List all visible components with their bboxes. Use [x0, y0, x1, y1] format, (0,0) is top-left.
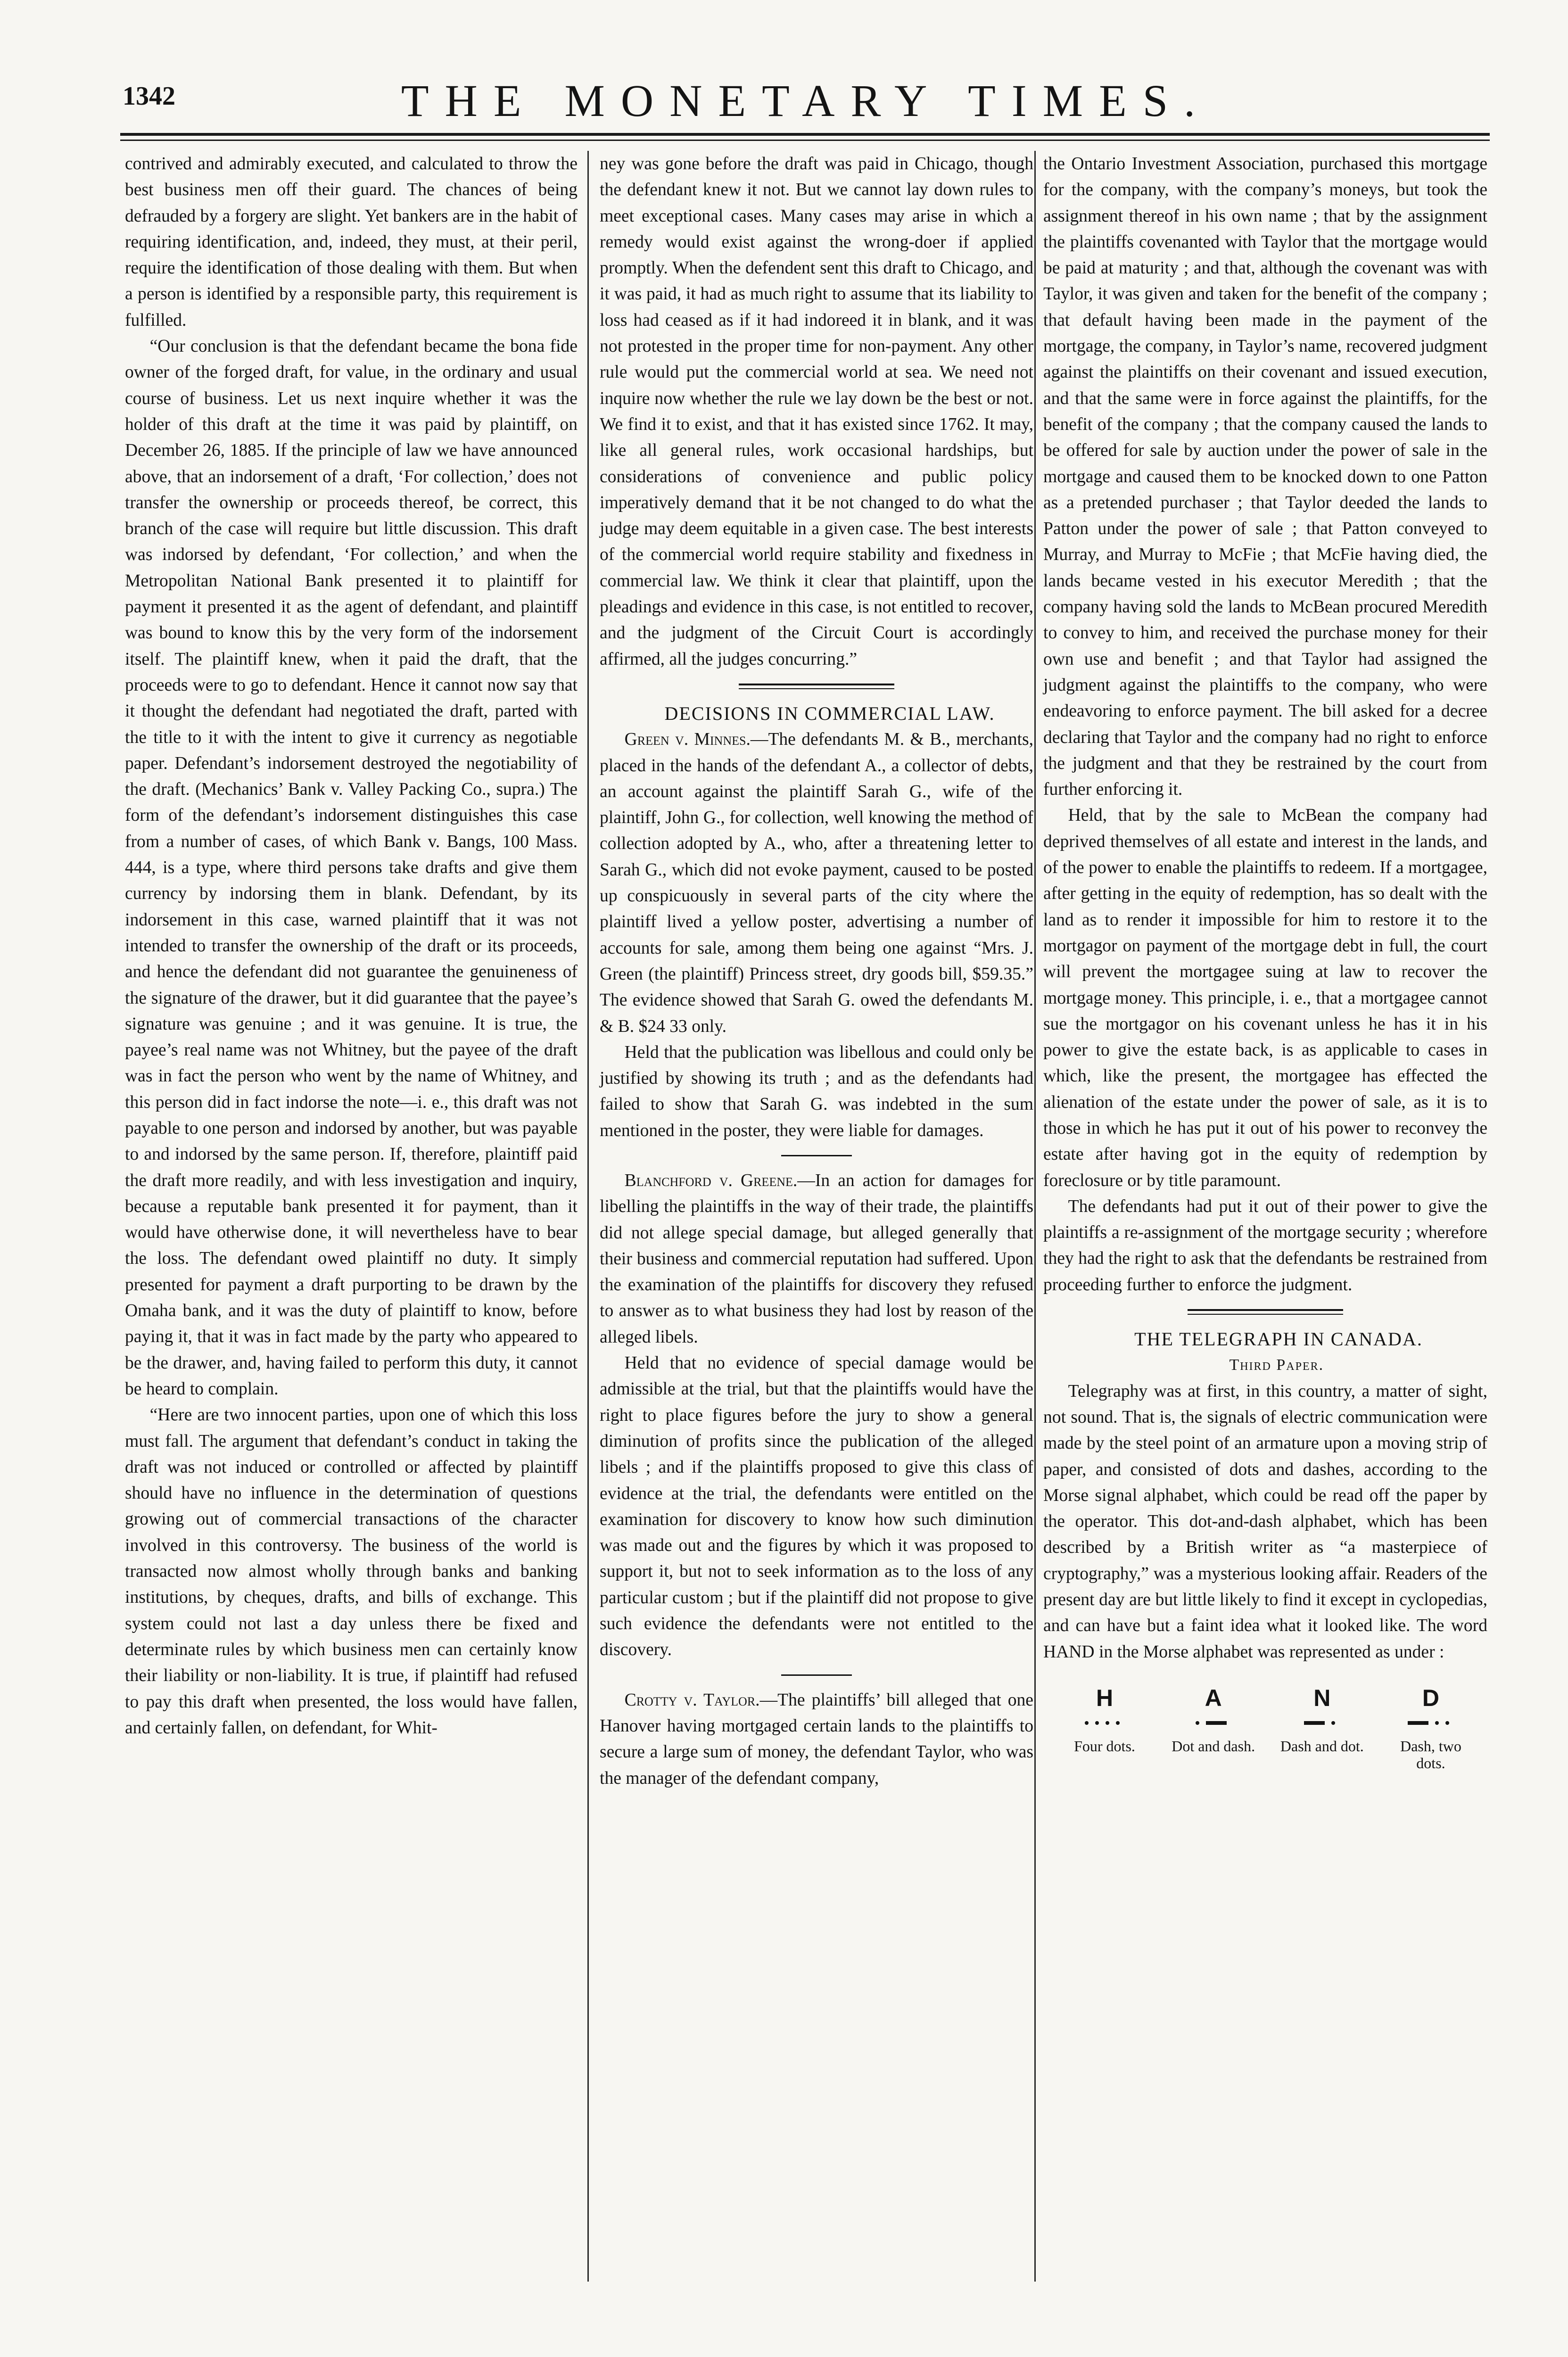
case-text: —The defendants M. & B., merchants, placed in the hands of the defendant A., a collector of debts, an account against the plaintiff Sarah G., wife of the plaintiff, John G., for collection, well knowing the method of collection adopted by A., who, after a threatening letter to Sarah G., which did not evoke payment, caused to be posted up conspicuously in several parts of the city where the plaintiff lived a yellow poster, advertising a number of accounts for sale, among them being one against “Mrs. J. Green (the plaintiff) Princess street, dry goods bill, $59.35.” The evidence showed that Sarah G. owed the defendants M. & B. $24 33 only. — [600, 730, 1034, 1036]
section-separator — [600, 684, 1033, 689]
morse-dash — [1206, 1721, 1227, 1725]
morse-letter: N — [1313, 1684, 1331, 1711]
paragraph: “Here are two innocent parties, upon one of which this loss must fall. The argument that defendant’s conduct in taking the draft was not induced or controlled or affected by plaintiff should have no influence in the determination of questions growing out of commercial transactions of the character involved in this controversy. The business of the world is transacted now almost wholly through banks and banking institutions, by cheques, drafts, and bills of exchange. This system could not last a day unless there be fixed and determinate rules by which business men can certainly know their liability or non-liability. It is true, if plaintiff had refused to pay this draft when presented, the loss would have fallen, and certainly fallen, on defendant, for Whit- — [125, 1405, 578, 1738]
column-2 — [600, 151, 1033, 2282]
section-heading: THE TELEGRAPH IN CANADA. — [1134, 1328, 1423, 1350]
section-heading: DECISIONS IN COMMERCIAL LAW. — [664, 702, 995, 724]
column-3 — [1043, 151, 1487, 2282]
morse-dot — [1435, 1721, 1439, 1725]
morse-letter-h — [1062, 1684, 1147, 1772]
paragraph: The defendants had put it out of their power to give the plaintiffs a re-assignment of the mortgage security ; wherefore they had the right to ask that the defendants be restrained from proceeding further to enforce the judgment. — [1043, 1196, 1487, 1294]
case-name: Green v. Minnes. — [624, 730, 751, 750]
column-divider — [1034, 151, 1036, 2282]
column-divider — [587, 151, 589, 2282]
paragraph: ney was gone before the draft was paid in Chicago, though the defendant knew it not. But we cannot lay down rules to meet exceptional cases. Many cases may arise in which a remedy would exist against the wrong-doer if applied promptly. When the defendent sent this draft to Chicago, and it was paid, it had as much right to assume that its liability to loss had ceased as if it had indoreed it in blank, and it was not protested in the proper time for non-payment. Any other rule would put the commercial world at sea. We need not inquire now whether the rule we lay down be the best or not. We find it to exist, and that it has existed since 1762. It may, like all general rules, work occasional hardships, but considerations of convenience and public policy imperatively demand that it be not changed to do what the judge may deem equitable in a given case. The best interests of the commercial world require stability and fixedness in commercial law. We think it clear that plaintiff, upon the pleadings and evidence in this case, is not entitled to recover, and the judgment of the Circuit Court is accordingly affirmed, all the judges concurring.” — [600, 154, 1033, 669]
case-name: Blanchford v. Greene. — [624, 1170, 798, 1190]
paragraph: Held, that by the sale to McBean the company had deprived themselves of all estate and interest in the lands, and of the power to enable the plaintiffs to redeem. If a mortgagee, after getting in the equity of redemption, has so dealt with the land as to render it impossible for him to restore it to the mortgagor on payment of the mortgage debt in full, the court will prevent the mortgagee suing at law to recover the mortgage money. This principle, i. e., that a mortgagee cannot sue the mortgagor on his covenant unless he has it in his power to give the estate back, is as applicable to cases in which, like the present, the mortgagee has effected the alienation of the estate under the power of sale, as it is to those in which he has put it out of his power to reconvey the estate after having got in the equity of redemption by foreclosure or by title paramount. — [1043, 806, 1487, 1190]
page-number: 1342 — [123, 82, 175, 111]
morse-dot — [1196, 1721, 1199, 1725]
morse-letter-n — [1279, 1684, 1364, 1772]
paragraph: contrived and admirably executed, and calculated to throw the best business men off their guard. The chances of being defrauded by a forgery are slight. Yet bankers are in the habit of requiring identification, and, indeed, they must, at their peril, require the identification of those dealing with them. But when a person is identified by a responsible party, this requirement is fulfilled. — [125, 154, 578, 330]
morse-code-glyph — [1171, 1712, 1256, 1734]
morse-dot — [1331, 1721, 1335, 1725]
paragraph: Telegraphy was at first, in this country, a matter of sight, not sound. That is, the signals of electric communication were made by the steel point of an armature upon a moving strip of paper, and consisted of dots and dashes, according to the Morse signal alphabet, which could be read off the paper by the operator. This dot-and-dash alphabet, which has been described by a British writer as “a masterpiece of cryptography,” was a mysterious looking affair. Readers of the present day are but little likely to find it except in cyclopedias, and can have but a faint idea what it looked like. The word HAND in the Morse alphabet was represented as under : — [1043, 1381, 1487, 1662]
masthead-title: THE MONETARY TIMES. — [401, 75, 1212, 126]
morse-label: Dash, two dots. — [1400, 1737, 1461, 1772]
case-name: Crotty v. Taylor. — [624, 1690, 760, 1710]
morse-code-glyph — [1388, 1712, 1473, 1734]
morse-code-svg — [1302, 1714, 1342, 1732]
morse-dot — [1445, 1721, 1449, 1725]
header-rule-thick — [120, 133, 1490, 136]
column-1 — [125, 151, 578, 2282]
paragraph: “Our conclusion is that the defendant became the bona fide owner of the forged draft, for value, in the ordinary and usual course of business. Let us next inquire whether it was the holder of this draft at the time it was paid by plaintiff, on December 26, 1885. If the principle of law we have announced above, that an indorsement of a draft, ‘For collection,’ does not transfer the ownership or proceeds thereof, be correct, this branch of the case will require but little discussion. This draft was indorsed by defendant, ‘For collection,’ and when the Metropolitan National Bank presented it to plaintiff for payment it presented it as the agent of defendant, and plaintiff was bound to know this by the very form of the indorsement itself. The plaintiff knew, when it paid the draft, that the proceeds were to go to defendant. Hence it cannot now say that it thought the defendant had negotiated the draft, parted with the title to it with the intent to give it currency as negotiable paper. Defendant’s indorsement destroyed the negotiability of the draft. (Mechanics’ Bank v. Valley Packing Co., supra.) The form of the defendant’s indorsement distinguishes this case from a number of cases, of which Bank v. Bangs, 100 Mass. 444, is a type, where third persons take drafts and give them currency by indorsing them in blank. Defendant, by its indorsement in this case, warned plaintiff that it was not intended to transfer the ownership of the draft or its proceeds, and hence the defendant did not guarantee the genuineness of the signature of the drawer, but it did guarantee that the payee’s signature was genuine ; and it was genuine. It is true, the payee’s real name was not Whitney, but the payee of the draft was in fact the person who went by the name of Whitney, and this person did in fact indorse the note—i. e., this draft was not payable to one person and indorsed by another, but was payable to and indorsed by the same person. If, therefore, plaintiff paid the draft more readily, and with less investigation and inquiry, because a reputable bank presented it for payment, than it would have otherwise done, it will nevertheless have to bear the loss. The defendant owed plaintiff no duty. It simply presented for payment a draft purporting to be drawn by the Omaha bank, and it was the duty of plaintiff to know, before paying it, that it was in fact made by the party who appeared to be the drawer, and, having failed to perform this duty, it cannot be heard to complain. — [125, 337, 578, 1399]
paragraph: Held that the publication was libellous and could only be justified by showing its truth ; and as the defendants had failed to show that Sarah G. was indebted in the sum mentioned in the poster, they were liable for damages. — [600, 1042, 1033, 1140]
morse-dash — [1304, 1721, 1325, 1725]
section-subheading: Third Paper. — [1229, 1356, 1324, 1374]
morse-letter: H — [1096, 1684, 1114, 1711]
morse-letter-d — [1388, 1684, 1473, 1772]
morse-label: Dot and dash. — [1172, 1737, 1255, 1755]
morse-dot — [1106, 1721, 1109, 1725]
morse-figure — [1062, 1684, 1473, 1772]
case-paragraph — [600, 1168, 1033, 1350]
morse-code-glyph — [1062, 1712, 1147, 1734]
morse-dot — [1085, 1721, 1089, 1725]
morse-dash — [1408, 1721, 1428, 1725]
morse-letter-a — [1171, 1684, 1256, 1772]
paragraph: the Ontario Investment Association, purchased this mortgage for the company, with the company’s moneys, but took the assignment thereof in his own name ; that by the assignment the plaintiffs covenanted with Taylor that the mortgage would be paid at maturity ; and that, although the covenant was with Taylor, it was given and taken for the benefit of the company ; that default having been made in the payment of the mortgage, the company, in Taylor’s name, recovered judgment against the plaintiffs on their covenant and issued execution, and that the same were in force against the plaintiffs, for the benefit of the company ; that the company caused the lands to be offered for sale by auction under the power of sale in the mortgage and caused them to be knocked down to one Patton as a pretended purchaser ; that Taylor deeded the lands to Patton under the power of sale ; that Patton conveyed to Murray, and Murray to McFie ; that McFie having died, the lands became vested in his executor Meredith ; that the company having sold the lands to McBean procured Meredith to convey to him, and received the purchase money for their own use and benefit ; and that Taylor had assigned the judgment against the plaintiffs to the company, who were endeavoring to enforce payment. The bill asked for a decree declaring that Taylor and the company had no right to enforce the judgment and that they be restrained by the court from further enforcing it. — [1043, 154, 1487, 799]
header-rule-thin — [120, 140, 1490, 141]
section-separator — [1043, 1309, 1487, 1315]
morse-code-svg — [1194, 1714, 1233, 1732]
morse-code-glyph — [1279, 1712, 1364, 1734]
case-paragraph — [600, 1687, 1033, 1791]
case-paragraph — [600, 726, 1033, 1039]
case-text: —In an action for damages for libelling the plaintiffs in the way of their trade, the plaintiffs did not allege special damage, but alleged generally that their business and commercial reputation had suffered. Upon the examination of the plaintiffs for discovery they refused to answer as to what business they had lost by reason of the alleged libels. — [600, 1170, 1033, 1347]
morse-label: Four dots. — [1074, 1737, 1135, 1755]
morse-dot — [1116, 1721, 1120, 1725]
case-separator — [600, 1155, 1033, 1156]
morse-letter: A — [1205, 1684, 1222, 1711]
morse-code-svg — [1406, 1714, 1456, 1732]
morse-code-svg — [1083, 1714, 1126, 1732]
paragraph: Held that no evidence of special damage would be admissible at the trial, but that the plaintiffs would have the right to place figures before the jury to show a general diminution of profits since the publication of the alleged libels ; and if the plaintiffs proposed to give this class of evidence at the trial, the defendants were entitled on the examination for discovery to know how such diminution was made out and the figures by which it was proposed to support it, but not to seek information as to the loss of any particular custom ; but if the plaintiff did not propose to give such evidence the defendants were not entitled to the discovery. — [600, 1353, 1033, 1660]
morse-letter: D — [1422, 1684, 1440, 1711]
case-text: —The plaintiffs’ bill alleged that one Hanover having mortgaged certain lands to the plaintiffs to secure a large sum of money, the defendant Taylor, who was the manager of the defendant company, — [600, 1690, 1033, 1788]
case-separator — [600, 1674, 1033, 1676]
page-header — [123, 75, 1490, 133]
morse-dot — [1095, 1721, 1099, 1725]
morse-label: Dash and dot. — [1280, 1737, 1364, 1755]
